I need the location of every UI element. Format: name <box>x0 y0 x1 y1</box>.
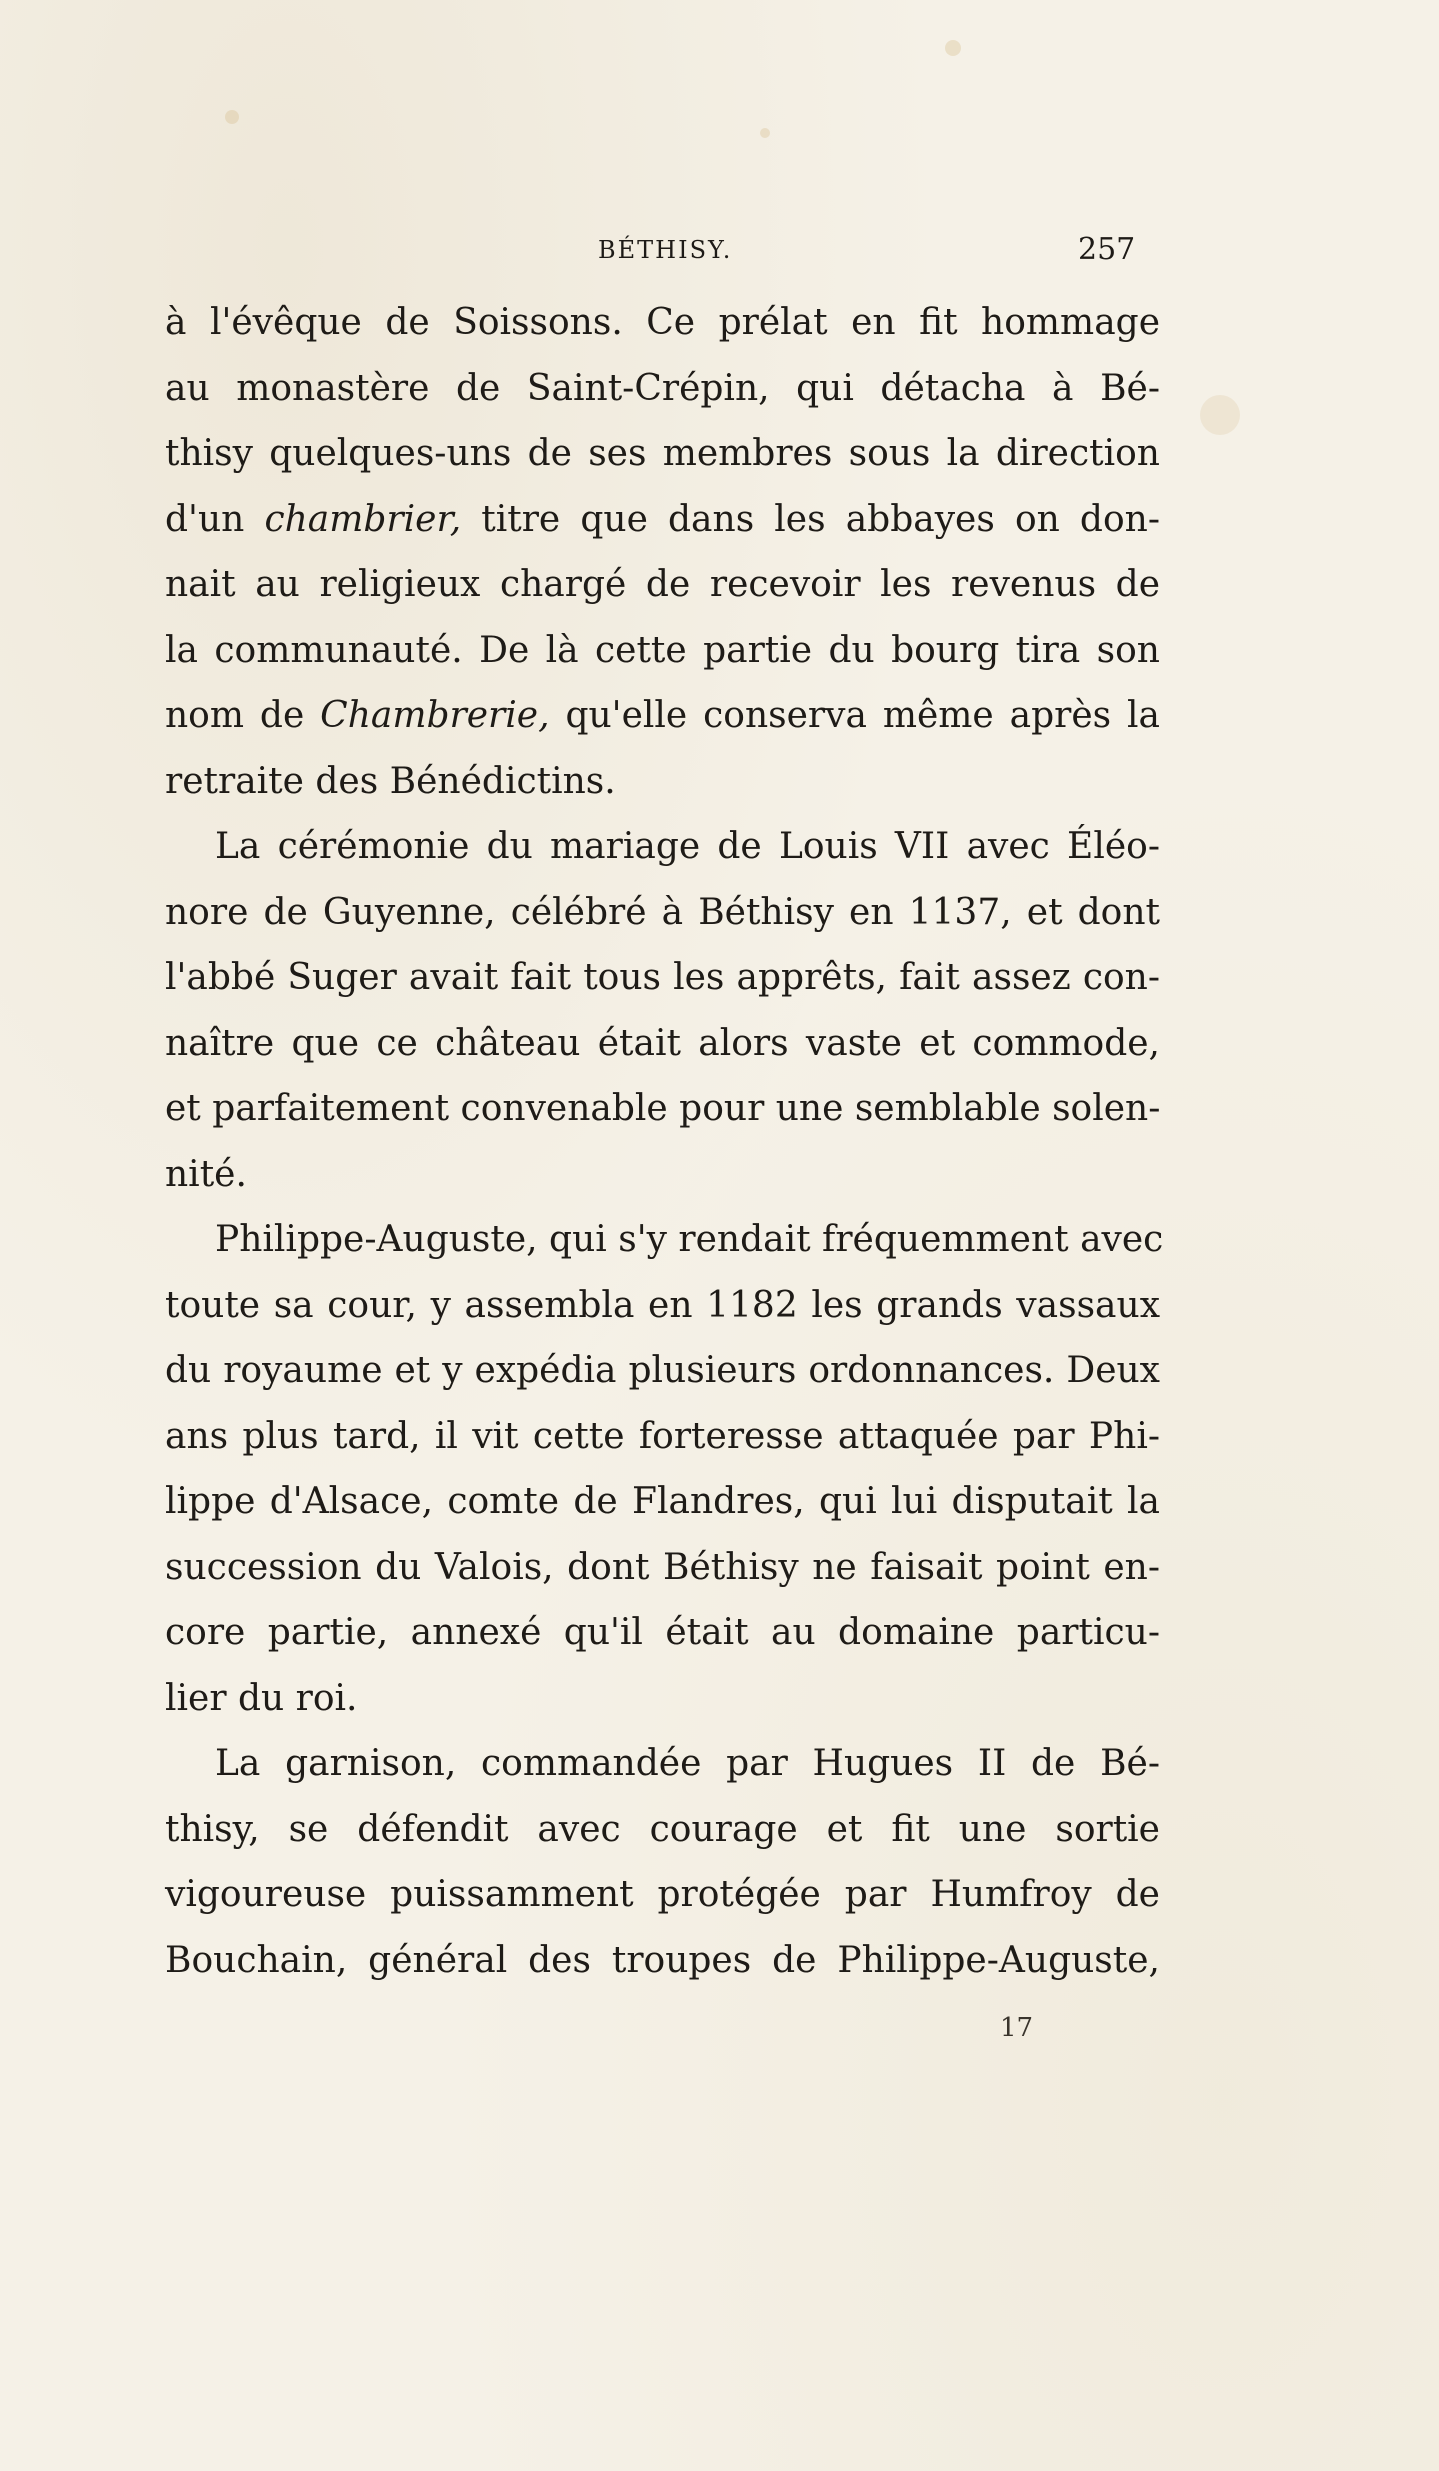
text-line: Bouchain, général des troupes de Philippe-Auguste, <box>165 1939 1160 1981</box>
text-line: nait au religieux chargé de recevoir les revenus de <box>165 564 1160 605</box>
text-line: succession du Valois, dont Béthisy ne faisait point en- <box>165 1546 1160 1588</box>
text-line: lippe d'Alsace, comte de Flandres, qui lui disputait la <box>165 1481 1160 1522</box>
text-line: à l'évêque de Soissons. Ce prélat en fit hommage <box>165 302 1160 343</box>
signature-mark: 17 <box>1000 2013 1034 2043</box>
text-line: l'abbé Suger avait fait tous les apprêts, fait assez con- <box>165 957 1160 998</box>
body-text <box>165 290 1164 1993</box>
paper-stain <box>1200 395 1240 435</box>
text-line: La garnison, commandée par Hugues II de Bé- <box>215 1743 1160 1784</box>
paper-stain <box>225 110 239 124</box>
text-line: naître que ce château était alors vaste et commode, <box>165 1022 1160 1064</box>
text-line: du royaume et y expédia plusieurs ordonnances. Deux <box>165 1350 1160 1391</box>
text-line: Philippe-Auguste, qui s'y rendait fréquemment avec <box>215 1219 1164 1260</box>
text-line: nore de Guyenne, célébré à Béthisy en 1137, et dont <box>165 891 1160 933</box>
text-line: ans plus tard, il vit cette forteresse attaquée par Phi- <box>165 1415 1160 1457</box>
paper-stain <box>945 40 961 56</box>
paper-stain <box>760 128 770 138</box>
text-line: d'un chambrier, titre que dans les abbayes on don- <box>165 498 1160 540</box>
text-line: thisy, se défendit avec courage et fit une sortie <box>165 1808 1160 1850</box>
text-line: nité. <box>165 1153 247 1195</box>
text-line: vigoureuse puissamment protégée par Humfroy de <box>165 1874 1160 1915</box>
text-line: nom de Chambrerie, qu'elle conserva même après la <box>165 695 1160 736</box>
running-head <box>0 232 1439 276</box>
text-line: lier du roi. <box>165 1677 358 1719</box>
text-line: au monastère de Saint-Crépin, qui détacha à Bé- <box>165 367 1160 409</box>
text-line: thisy quelques-uns de ses membres sous la direction <box>165 433 1160 474</box>
text-line: la communauté. De là cette partie du bourg tira son <box>165 629 1160 671</box>
text-line: toute sa cour, y assembla en 1182 les grands vassaux <box>165 1284 1160 1326</box>
italic-term: Chambrerie, <box>320 695 550 736</box>
text-line: retraite des Bénédictins. <box>165 760 616 802</box>
text-line: et parfaitement convenable pour une semblable solen- <box>165 1088 1161 1129</box>
running-title: BÉTHISY. <box>598 236 733 264</box>
text-line: core partie, annexé qu'il était au domaine particu- <box>165 1612 1160 1653</box>
text-line: La cérémonie du mariage de Louis VII avec Éléo- <box>215 826 1160 867</box>
page-number: 257 <box>1078 232 1136 267</box>
italic-term: chambrier, <box>264 498 462 540</box>
